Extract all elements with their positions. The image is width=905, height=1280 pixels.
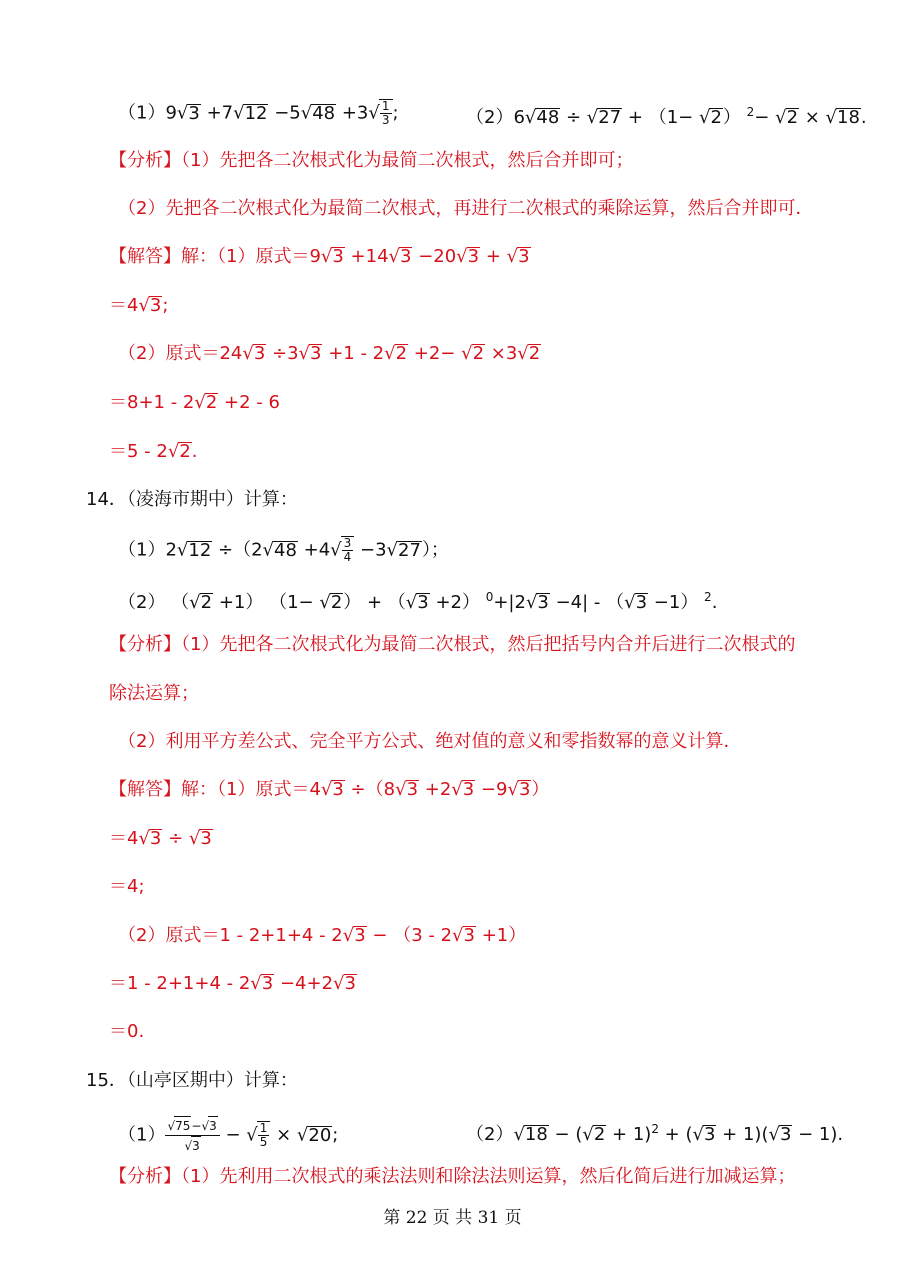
analysis-14-2: （2）利用平方差公式、完全平方公式、绝对值的意义和零指数幂的意义计算．	[118, 731, 742, 752]
question-14-title: 14．（凌海市期中）计算：	[86, 489, 298, 510]
solution-13-5: ＝5 - 2√2.	[109, 441, 198, 462]
analysis-14-1-cont: 除法运算；	[109, 683, 199, 704]
solution-14-4: （2）原式＝1 - 2+1+4 - 2√3 − （3 - 2√3 +1）	[118, 925, 527, 946]
solution-14-5: ＝1 - 2+1+4 - 2√3 −4+2√3	[109, 973, 356, 994]
problem-13-part-2: （2）6√48 ÷ √27 + （1− √2） $^2$− √2 × √18.	[466, 105, 867, 128]
problem-15-part-2: $(2)√18 - (√2 + 1)^2 + (√3 + 1)(√3 - 1)$.	[466, 1122, 844, 1145]
solution-14-2: ＝4√3 ÷ √3	[109, 828, 212, 849]
solution-13-4: ＝8+1 - 2√2 +2 - 6	[109, 392, 280, 413]
problem-13-part-1: （1）9√3 +7√12 −5√48 +3√ $\frac{1}{3}$ ;	[118, 99, 399, 127]
solution-14-1: 【解答】解：（1）原式＝4√3 ÷（8√3 +2√3 −9√3）	[109, 779, 550, 800]
solution-14-3: ＝4;	[109, 876, 145, 897]
problem-14-part-2: （2） （√2 +1） （1− √2） + （√3 +2） $^0$+|2√3 −4| - （√3 −1） $^2$.	[118, 590, 718, 613]
analysis-15-1: 【分析】（1）先利用二次根式的乘法法则和除法法则运算，然后化简后进行加减运算；	[109, 1166, 796, 1187]
solution-13-1: 【解答】解：（1）原式＝9√3 +14√3 −20√3 + √3	[109, 246, 530, 267]
analysis-14-1: 【分析】（1）先把各二次根式化为最简二次根式，然后把括号内合并后进行二次根式的	[109, 634, 796, 655]
solution-13-2: ＝4√3;	[109, 295, 169, 316]
problem-14-part-1: （1）2√12 ÷（2√48 +4√ $\frac{3}{4}$ −3√27）；	[118, 536, 449, 564]
problem-15-part-1: （1） $\frac{√75-√3}{√3}$ − √ $\frac{1}{5}$ × √20;	[118, 1116, 338, 1155]
question-15-title: 15．（山亭区期中）计算：	[86, 1070, 298, 1091]
solution-13-3: （2）原式＝24√3 ÷3√3 +1 - 2√2 +2− √2 ×3√2	[118, 343, 541, 364]
analysis-13-2: （2）先把各二次根式化为最简二次根式，再进行二次根式的乘除运算，然后合并即可．	[118, 198, 814, 219]
page-footer: 第 22 页 共 31 页	[383, 1208, 522, 1228]
solution-14-6: ＝0.	[109, 1021, 145, 1042]
analysis-13-1: 【分析】（1）先把各二次根式化为最简二次根式，然后合并即可；	[109, 150, 634, 171]
